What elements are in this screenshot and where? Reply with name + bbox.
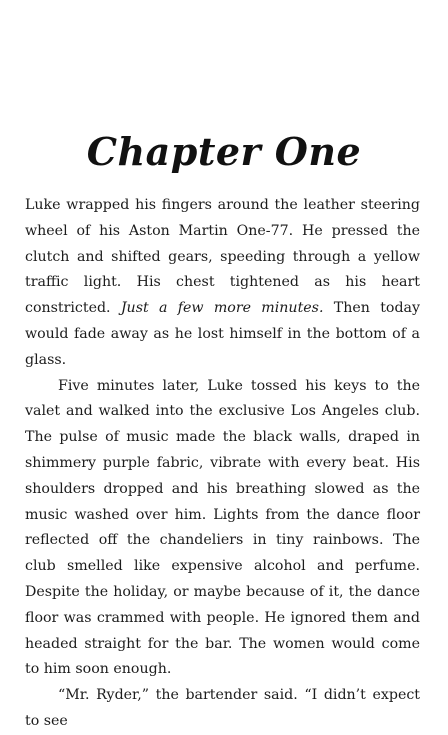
chapter-body	[25, 193, 420, 735]
paragraph-3: “Mr. Ryder,” the bartender said. “I didn’t expect to see	[25, 687, 420, 729]
paragraph-1-italic: Just a few more minutes.	[120, 300, 324, 317]
paragraph-1-text-end: Then today would fade away as he lost himself in the bottom of a glass.	[25, 300, 421, 368]
chapter-title: Chapter One	[86, 129, 362, 174]
paragraph-2: Five minutes later, Luke tossed his keys to the valet and walked into the exclusive Los Angeles club. The pulse of music made the black walls, draped in shimmery purple fabric, vibrate with every beat. His shoulders dropped and his breathing slowed as the music washed over him. Lights from the dance floor reflected off the chandeliers in tiny rainbows. The club smelled like expensive alcohol and perfume. Despite the holiday, or maybe because of it, the dance floor was crammed with people. He ignored them and headed straight for the bar. The women would come to him soon enough.	[25, 377, 420, 678]
paragraph-1-text: Luke wrapped his fingers around the leather steering wheel of his Aston Martin One-77. He pressed the clutch and shifted gears, speeding through a yellow traffic light. His chest tightened as his heart constricted.	[25, 197, 420, 317]
paragraph-1	[25, 193, 420, 374]
